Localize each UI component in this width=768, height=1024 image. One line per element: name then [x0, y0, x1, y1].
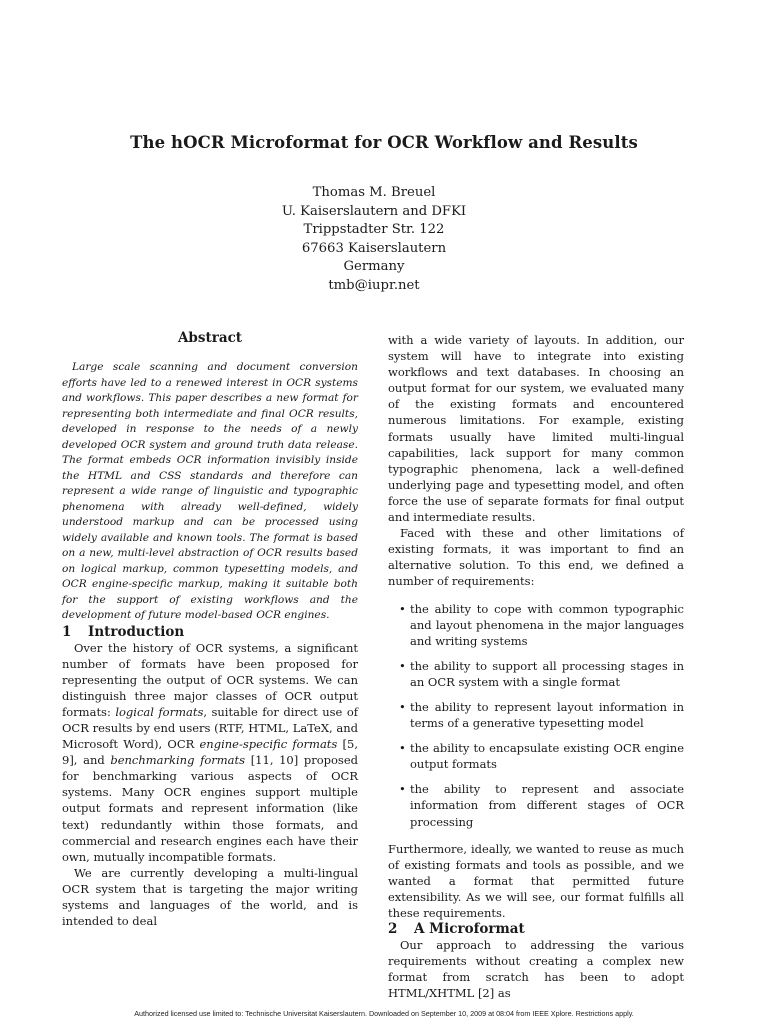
license-footer: Authorized licensed use limited to: Technische Universitat Kaiserslautern. Downloaded on September 10, 2009 at 08:04 from IEEE Xplore. Restrictions apply.	[134, 1009, 634, 1018]
abstract-text: Large scale scanning and document conversion efforts have led to a renewed interest in OCR systems and workflows. This paper describes a new format for representing both intermediate and final OCR results, developed in response to the needs of a newly developed OCR system and ground truth data release. The format embeds OCR information invisibly inside the HTML and CSS standards and therefore can represent a wide range of linguistic and typographic phenomena with already well-defined, widely understood markup and can be processed using widely available and known tools. The format is based on a new, multi-level abstraction of OCR results based on logical markup, common typesetting models, and OCR engine-specific markup, making it suitable both for the support of existing workflows and the development of future model-based OCR engines.	[62, 361, 358, 621]
bullet-icon: •	[399, 658, 406, 673]
requirements-list	[388, 601, 684, 830]
list-item	[388, 699, 684, 731]
list-item	[388, 601, 684, 649]
intro-p1-engine-specific-formats: engine-specific formats	[199, 737, 338, 752]
author-country: Germany	[343, 259, 405, 275]
bullet-icon: •	[399, 782, 406, 797]
intro-p1-text-c: , suitable for direct use of OCR results by end users (RTF, HTML, LaTeX, and Microsoft Word), OCR	[62, 704, 359, 752]
microformat-paragraph-1: Our approach to addressing the various requirements without creating a complex new format from scratch has been to adopt HTML/XHTML [2] as	[388, 938, 684, 1001]
abstract-heading: Abstract	[177, 330, 243, 346]
intro-p1-text-e: [5, 9], and	[62, 737, 358, 768]
list-item-text: the ability to cope with common typographic and layout phenomena in the major languages and writing systems	[410, 601, 684, 648]
section-1-heading	[62, 624, 358, 640]
list-item-text: the ability to represent and associate information from different stages of OCR processing	[410, 782, 684, 829]
section-1-title: Introduction	[88, 623, 185, 640]
intro-p1-text-a: Over the history of OCR systems, a significant number of formats have been proposed for representing the output of OCR systems. We can distinguish three major classes of OCR output formats:	[62, 640, 358, 719]
intro-paragraph-2: We are currently developing a multi-lingual OCR system that is targeting the major writing systems and languages of the world, and is intended to deal	[62, 865, 358, 929]
author-street: Trippstadter Str. 122	[303, 222, 445, 238]
list-item	[388, 658, 684, 690]
intro-paragraph-4: Furthermore, ideally, we wanted to reuse as much of existing formats and tools as possible, and we wanted a format that permitted future extensibility. As we will see, our format fulfills all these requirements.	[388, 841, 684, 920]
list-item	[388, 781, 684, 829]
right-column	[388, 332, 684, 1001]
bullet-icon: •	[399, 601, 406, 616]
list-item-text: the ability to encapsulate existing OCR engine output formats	[410, 741, 684, 772]
author-affiliation: U. Kaiserslautern and DFKI	[281, 203, 467, 219]
intro-p1-text-g: [11, 10] proposed for benchmarking various aspects of OCR systems. Many OCR engines support multiple output formats and represent information (like text) redundantly within those formats, and commercial and research engines each have their own, mutually incompatible formats.	[62, 753, 358, 864]
list-item	[388, 740, 684, 772]
author-email: tmb@iupr.net	[328, 277, 420, 293]
intro-p1-logical-formats: logical formats	[115, 704, 204, 719]
intro-p1-benchmarking-formats: benchmarking formats	[110, 753, 246, 768]
intro-paragraph-2-continued: with a wide variety of layouts. In addition, our system will have to integrate into existing workflows and text databases. In choosing an output format for our system, we evaluated many of the existing formats and encountered numerous limitations. For example, existing formats usually have limited multi-lingual capabilities, lack support for many common typographic phenomena, lack a well-defined underlying page and typesetting model, and often force the use of separate formats for final output and intermediate results.	[388, 333, 684, 525]
bullet-icon: •	[399, 741, 406, 756]
author-city: 67663 Kaiserslautern	[301, 240, 447, 256]
section-2-title: A Microformat	[414, 921, 525, 938]
bullet-icon: •	[399, 699, 406, 714]
section-1-number: 1	[62, 623, 72, 640]
left-column	[62, 330, 358, 929]
paper-title: The hOCR Microformat for OCR Workflow and Results	[130, 133, 638, 152]
section-2-heading	[388, 921, 684, 937]
author-name: Thomas M. Breuel	[312, 185, 436, 200]
intro-paragraph-3: Faced with these and other limitations of existing formats, it was important to find an alternative solution. To this end, we defined a number of requirements:	[388, 526, 684, 589]
list-item-text: the ability to represent layout information in terms of a generative typesetting model	[410, 699, 684, 731]
section-2-number: 2	[388, 921, 398, 938]
list-item-text: the ability to support all processing stages in an OCR system with a single format	[410, 658, 684, 689]
author-block	[0, 184, 748, 296]
intro-paragraph-1	[62, 640, 358, 865]
